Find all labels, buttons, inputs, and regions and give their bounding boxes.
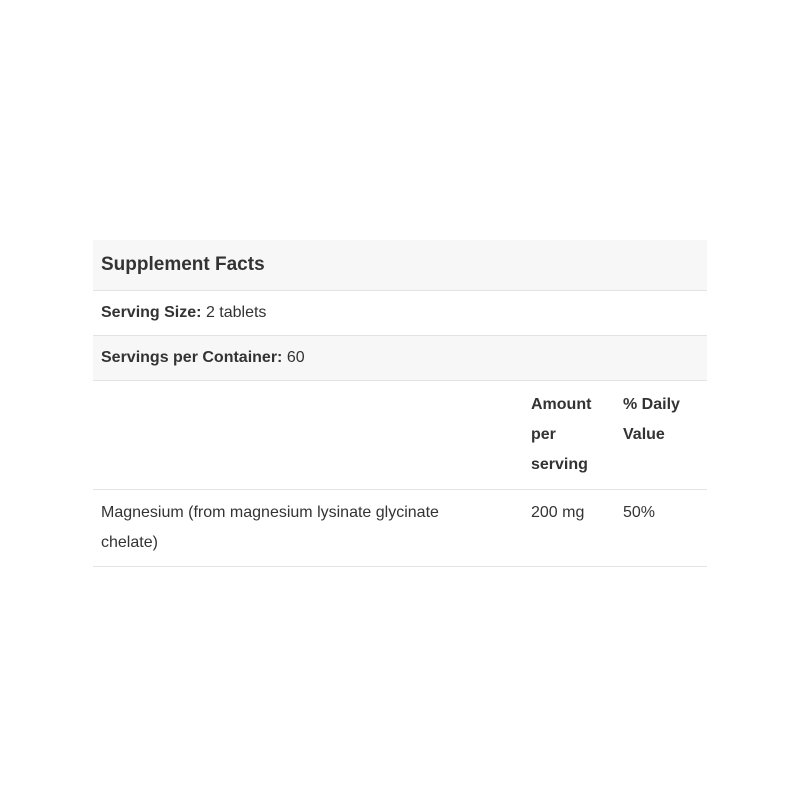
header-blank-cell — [93, 381, 523, 490]
servings-per-container-cell — [93, 336, 707, 381]
nutrient-name-line: Magnesium (from magnesium lysinate glycinate — [101, 504, 439, 521]
daily-value-header — [615, 381, 707, 490]
table-title: Supplement Facts — [93, 240, 707, 291]
title-row — [93, 240, 707, 291]
nutrient-name — [93, 490, 523, 567]
servings-per-container-value: 60 — [286, 349, 305, 366]
serving-size-label: Serving Size: — [101, 304, 202, 321]
servings-per-container-row — [93, 336, 707, 381]
nutrient-row — [93, 490, 707, 567]
amount-per-serving-header — [523, 381, 615, 490]
nutrient-name-line: chelate) — [101, 534, 158, 551]
amount-header-line: Amount — [531, 396, 592, 413]
column-header-row — [93, 381, 707, 490]
nutrient-daily-value: 50% — [615, 490, 707, 567]
serving-size-cell — [93, 291, 707, 336]
serving-size-row — [93, 291, 707, 336]
supplement-facts-table — [93, 240, 707, 567]
amount-header-line: per — [531, 426, 556, 443]
daily-value-header-line: Value — [623, 426, 665, 443]
nutrient-amount: 200 mg — [523, 490, 615, 567]
serving-size-value: 2 tablets — [205, 304, 267, 321]
servings-per-container-label: Servings per Container: — [101, 349, 283, 366]
daily-value-header-line: % Daily — [623, 396, 680, 413]
amount-header-line: serving — [531, 456, 588, 473]
